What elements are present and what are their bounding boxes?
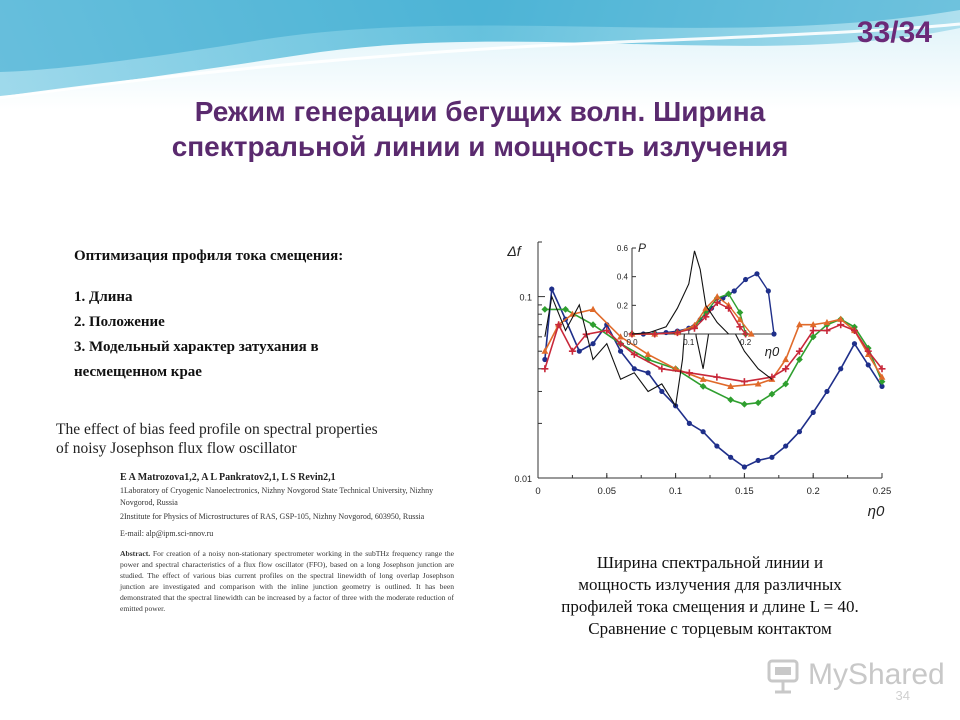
- paper-excerpt: [56, 420, 454, 614]
- main-data-point: [541, 365, 548, 372]
- slide-title-line: Режим генерации бегущих волн. Ширина: [194, 96, 766, 127]
- inset-x-tick-label: 0.1: [683, 338, 695, 347]
- main-x-axis-label: η0: [867, 503, 885, 520]
- inset-x-tick-label: 0.0: [626, 338, 638, 347]
- paper-abstract: [120, 548, 454, 614]
- caption-line: профилей тока смещения и длине L = 40.: [561, 597, 859, 616]
- main-data-point: [713, 374, 720, 381]
- slide-title: [60, 94, 900, 164]
- main-x-tick-label: 0.1: [668, 486, 683, 497]
- inset-background: [632, 248, 774, 334]
- main-data-point: [866, 362, 871, 367]
- main-data-point: [756, 458, 761, 463]
- main-data-point: [728, 455, 733, 460]
- main-x-tick-label: 0.25: [872, 486, 892, 497]
- inset-y-tick-label: 0: [623, 330, 628, 339]
- caption-line: Сравнение с торцевым контактом: [588, 619, 832, 638]
- main-data-point: [645, 351, 652, 357]
- main-data-point: [701, 429, 706, 434]
- inset-data-point: [732, 288, 737, 293]
- inset-y-tick-label: 0.4: [616, 272, 628, 282]
- main-y-tick-label: 0.01: [514, 474, 532, 484]
- main-data-point: [658, 365, 665, 372]
- paper-title: [56, 420, 454, 458]
- main-data-point: [769, 455, 774, 460]
- caption-line: Ширина спектральной линии и: [596, 553, 824, 572]
- caption-line: мощность излучения для различных: [578, 575, 842, 594]
- optimization-block: [74, 244, 474, 385]
- inset-y-tick-label: 0.2: [616, 301, 628, 311]
- main-data-point: [838, 366, 843, 371]
- main-data-point: [783, 443, 788, 448]
- optimization-item: несмещенном крае: [74, 364, 202, 380]
- paper-email: E-mail: alp@ipm.sci-nnov.ru: [120, 529, 214, 538]
- paper-authors: E A Matrozova1,2, A L Pankratov2,1, L S Revin2,1: [120, 472, 336, 483]
- main-data-point: [632, 366, 637, 371]
- main-data-point: [714, 443, 719, 448]
- paper-title-line: of noisy Josephson flux flow oscillator: [56, 440, 297, 457]
- main-data-point: [590, 306, 597, 312]
- main-x-tick-label: 0.2: [806, 486, 820, 497]
- main-data-point: [782, 356, 789, 362]
- main-data-point: [577, 349, 582, 354]
- main-data-point: [618, 349, 623, 354]
- main-data-point: [741, 401, 748, 408]
- main-y-tick-label: 0.1: [519, 292, 532, 303]
- main-data-point: [727, 396, 734, 403]
- paper-abstract-text: For creation of a noisy non-stationary spectrometer working in the subTHz frequency range the power and spectral characteristics of a flux flow oscillator (FFO), based on a long Josephson junction are studied. The effect of various bias current profiles on the spectral linewidth of long overlap Josephson junction are investigated and comparison with the inline junction geometry is outlined. It has been demonstrated that the spectral linewidth can be increased by a factor of three with the moderate reduction of emitted power.: [120, 549, 454, 613]
- optimization-item: 2. Положение: [74, 314, 165, 330]
- main-data-point: [687, 421, 692, 426]
- main-data-point: [742, 464, 747, 469]
- paper-title-line: The effect of bias feed profile on spectral properties: [56, 421, 378, 438]
- paper-abstract-label: Abstract.: [120, 549, 151, 558]
- paper-affiliation: 1Laboratory of Cryogenic Nanoelectronics, Nizhny Novgorod State Technical University, Nizhny Novgorod, Russia: [120, 486, 434, 507]
- optimization-item: 3. Модельный характер затухания в: [74, 339, 319, 355]
- main-data-point: [824, 389, 829, 394]
- slide-title-line: спектральной линии и мощность излучения: [171, 131, 789, 162]
- main-data-point: [659, 389, 664, 394]
- inset-y-axis-label: P: [637, 241, 647, 255]
- inset-data-point: [743, 277, 748, 282]
- optimization-heading: Оптимизация профиля тока смещения:: [74, 248, 344, 264]
- main-data-point: [590, 341, 595, 346]
- watermark-text: MyShared: [808, 658, 945, 691]
- main-x-tick-label: 0: [535, 486, 541, 497]
- main-data-point: [645, 370, 650, 375]
- inset-y-tick-label: 0.6: [616, 244, 628, 253]
- main-data-point: [811, 410, 816, 415]
- main-data-point: [541, 348, 548, 354]
- slide-number: 33/34: [856, 16, 932, 49]
- watermark-logo: [766, 656, 945, 696]
- main-data-point: [541, 306, 548, 313]
- inset-x-tick-label: 0.2: [740, 338, 752, 347]
- main-data-point: [549, 286, 554, 291]
- presentation-icon: [766, 658, 802, 696]
- inset-data-point: [766, 288, 771, 293]
- figure-caption: [500, 552, 920, 640]
- main-data-point: [741, 378, 748, 385]
- page-footer-number: 34: [895, 688, 910, 703]
- inset-data-point: [771, 331, 776, 336]
- main-data-point: [823, 327, 830, 334]
- paper-affiliation: 2Institute for Physics of Microstructures of RAS, GSP-105, Nizhny Novgorod, 603950, Russia: [120, 512, 425, 521]
- optimization-item: 1. Длина: [74, 289, 133, 305]
- main-x-tick-label: 0.15: [735, 486, 754, 497]
- main-data-point: [796, 356, 803, 363]
- main-data-point: [852, 341, 857, 346]
- linewidth-power-chart: [490, 236, 910, 536]
- main-data-point: [797, 429, 802, 434]
- main-x-tick-label: 0.05: [597, 486, 617, 497]
- main-data-point: [562, 306, 569, 313]
- inset-data-point: [754, 271, 759, 276]
- inset-x-axis-label: η0: [764, 344, 780, 359]
- main-y-axis-label: Δf: [507, 243, 521, 259]
